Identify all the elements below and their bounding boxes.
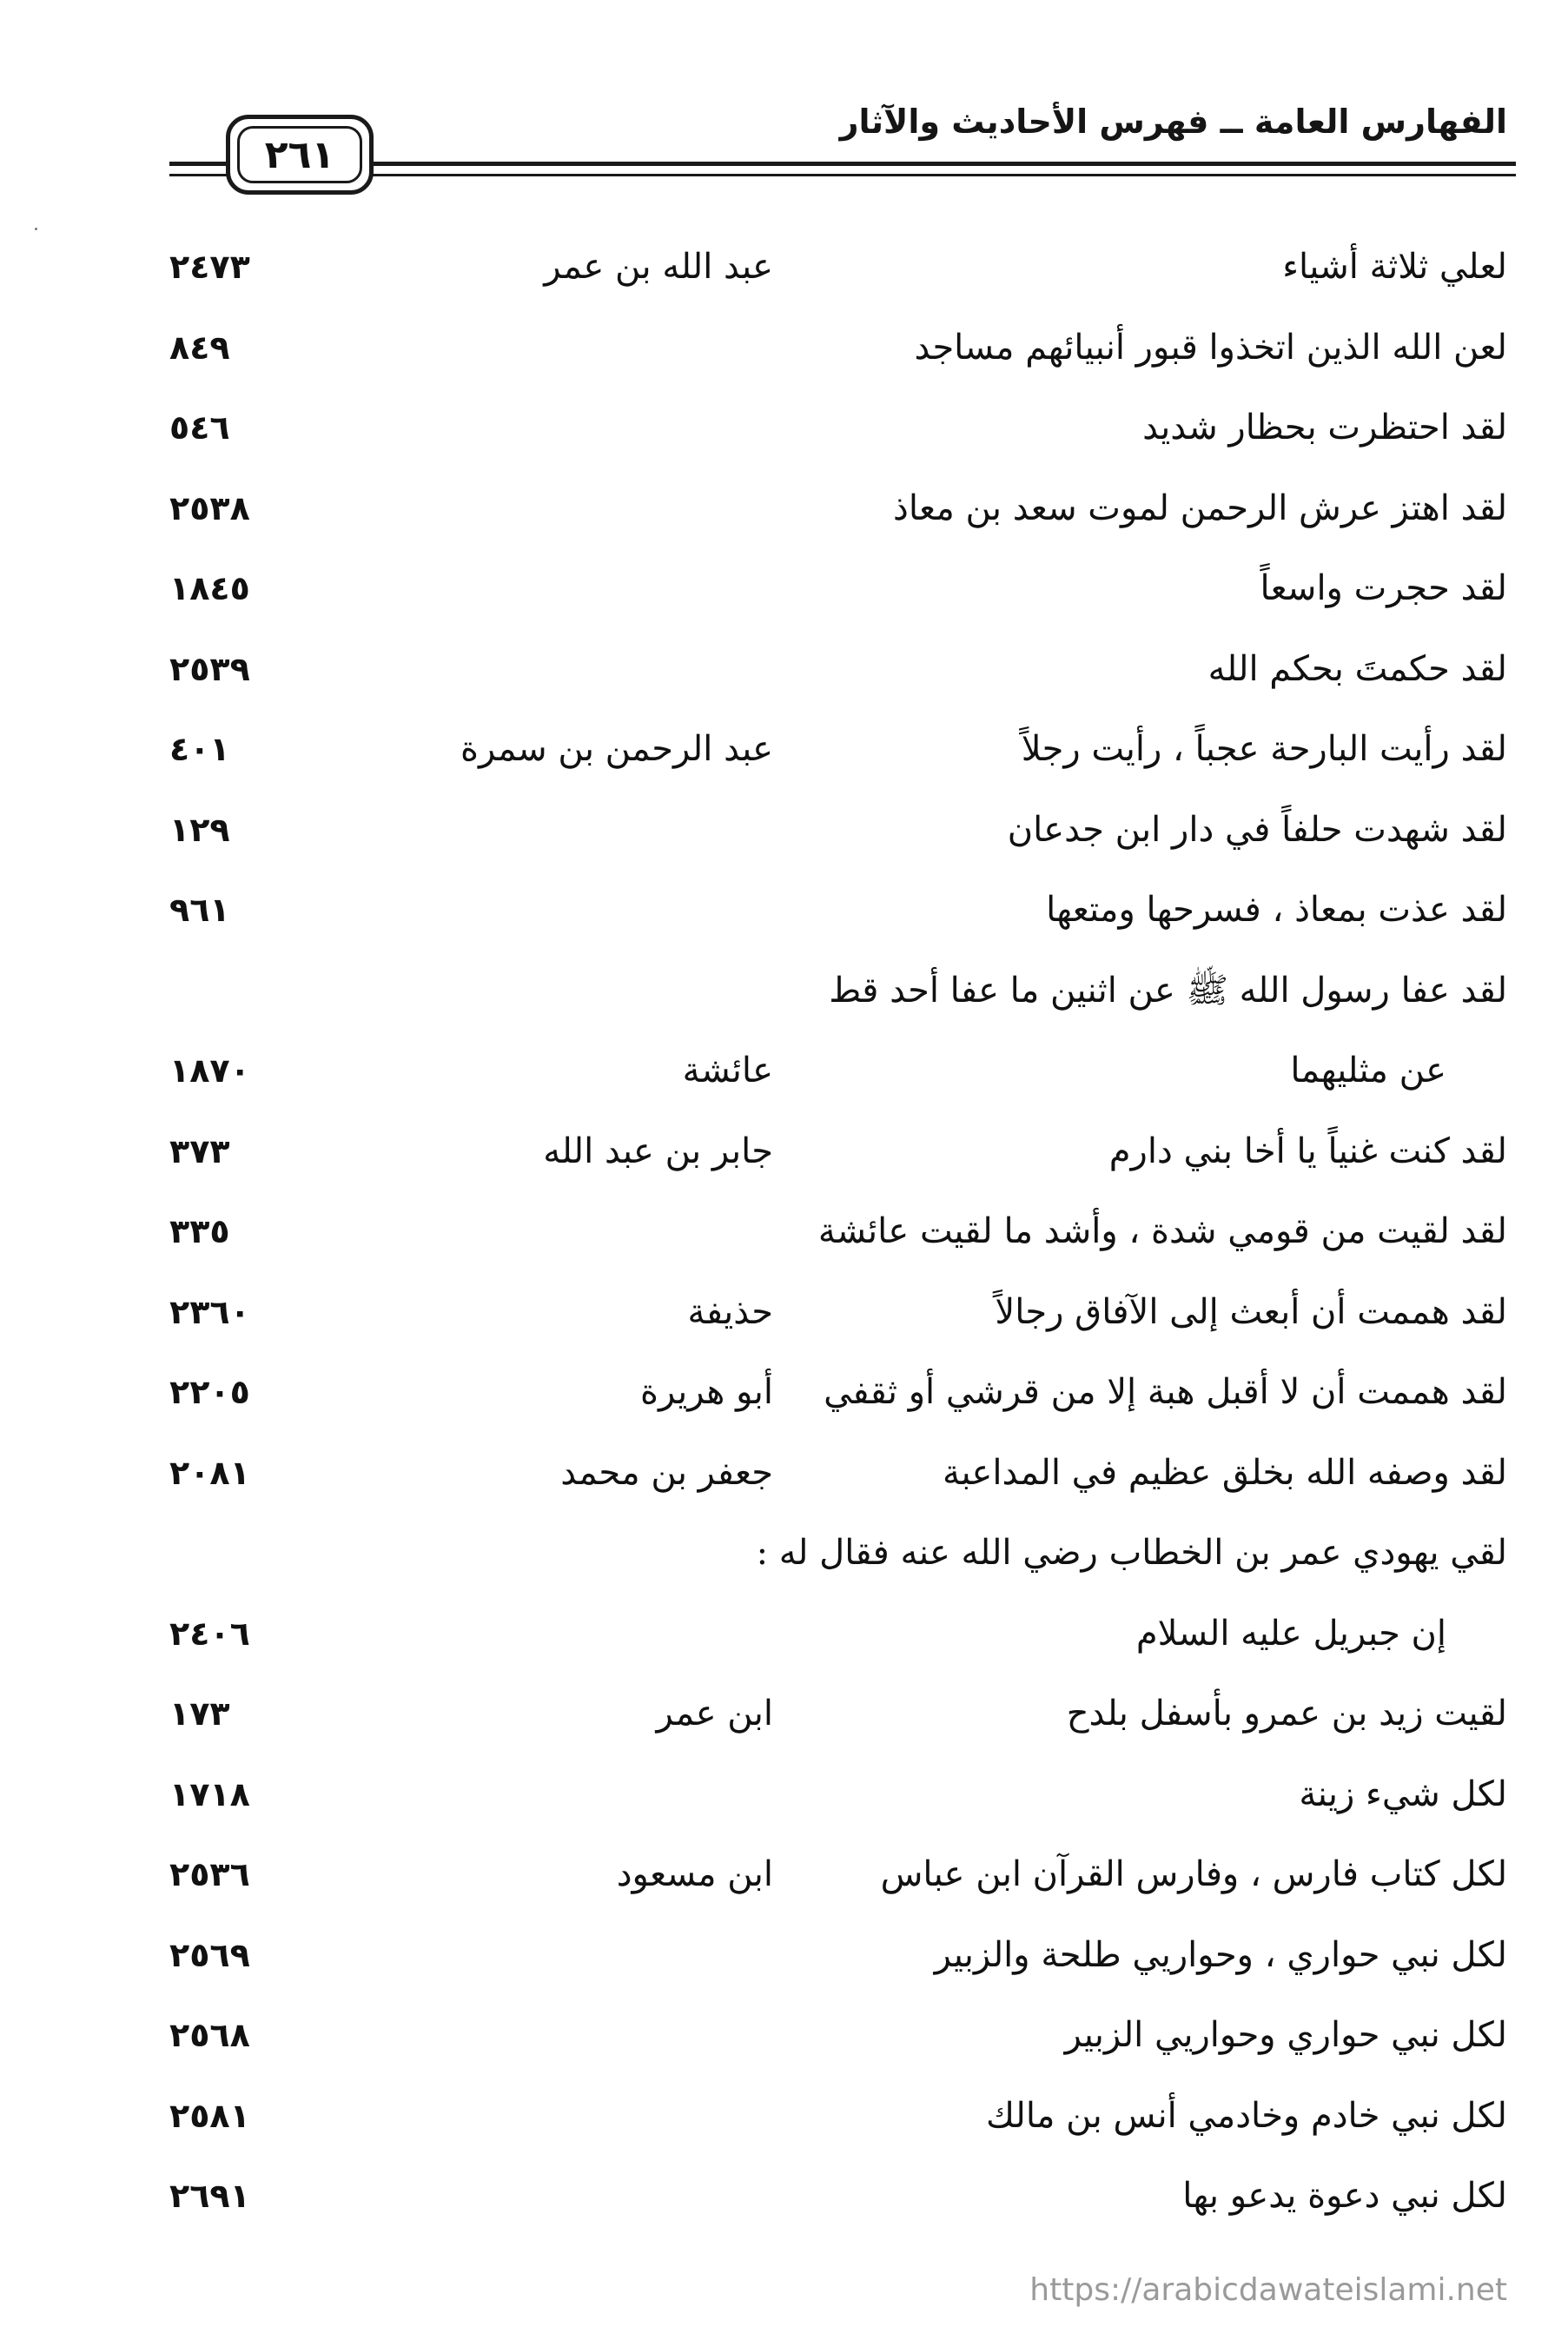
- index-entry-row: [0, 1603, 1568, 1664]
- entry-number: ١٢٩: [169, 811, 230, 849]
- scan-speck: [35, 228, 37, 230]
- entry-number: ٢٤٧٣: [169, 248, 250, 286]
- running-header-title: الفهارس العامة ــ فهرس الأحاديث والآثار: [839, 103, 1507, 141]
- index-entry-row: [0, 1362, 1568, 1422]
- entry-text: لكل نبي دعوة يدعو بها: [1182, 2176, 1507, 2216]
- index-entry-row: [0, 1201, 1568, 1262]
- entry-narrator: عبد الله بن عمر: [544, 247, 773, 287]
- entry-number: ٢٥٣٦: [169, 1855, 250, 1893]
- entry-number: ٩٦١: [169, 891, 230, 929]
- entry-narrator: جعفر بن محمد: [560, 1453, 773, 1493]
- index-entry-row: [0, 1282, 1568, 1342]
- entry-text: لقد رأيت البارحة عجباً ، رأيت رجلاً: [1021, 729, 1507, 769]
- index-entry-row: [0, 719, 1568, 779]
- entry-text: لقد حكمتَ بحكم الله: [1207, 649, 1507, 689]
- entry-number: ١٧١٨: [169, 1775, 250, 1813]
- entry-number: ٢٦٩١: [169, 2177, 250, 2215]
- watermark: https://arabicdawateislami.net: [1029, 2272, 1507, 2308]
- entry-number: ٢٣٦٠: [169, 1293, 250, 1331]
- entry-text: إن جبريل عليه السلام: [1135, 1614, 1446, 1654]
- entry-number: ٢٠٨١: [169, 1454, 250, 1492]
- entry-text: لكل شيء زينة: [1299, 1774, 1507, 1814]
- entry-text: عن مثليهما: [1290, 1051, 1446, 1091]
- index-entry-row: [0, 879, 1568, 940]
- entry-text: لقد هممت أن أبعث إلى الآفاق رجالاً: [995, 1292, 1507, 1332]
- entry-text: لقد شهدت حلفاً في دار ابن جدعان: [1007, 810, 1507, 850]
- entry-text: لعلي ثلاثة أشياء: [1282, 247, 1507, 287]
- entry-narrator: ابن عمر: [656, 1694, 773, 1734]
- entry-narrator: عائشة: [682, 1051, 773, 1091]
- index-entry-row: [0, 799, 1568, 860]
- entry-text: لقد هممت أن لا أقبل هبة إلا من قرشي أو ثقفي: [824, 1372, 1507, 1412]
- entry-text: لكل نبي حواري ، وحواريي طلحة والزبير: [934, 1935, 1507, 1975]
- entry-text: لكل نبي حواري وحواريي الزبير: [1064, 2015, 1507, 2055]
- entry-number: ٢٥٣٨: [169, 489, 250, 527]
- entry-number: ٢٥٨١: [169, 2097, 250, 2135]
- entry-number: ٢٥٦٨: [169, 2016, 250, 2054]
- entry-text: لعن الله الذين اتخذوا قبور أنبيائهم مساجد: [914, 328, 1507, 368]
- entry-number: ٢٢٠٥: [169, 1373, 250, 1411]
- entry-text: لقد كنت غنياً يا أخا بني دارم: [1108, 1131, 1507, 1171]
- entry-text: لقي يهودي عمر بن الخطاب رضي الله عنه فقال له :: [756, 1533, 1507, 1573]
- index-entry-row: [0, 1764, 1568, 1825]
- entry-text: لقد لقيت من قومي شدة ، وأشد ما لقيت عائشة: [817, 1211, 1507, 1251]
- index-entry-row: [0, 1683, 1568, 1744]
- entry-text: لكل كتاب فارس ، وفارس القرآن ابن عباس: [880, 1854, 1507, 1894]
- index-entry-row: [0, 478, 1568, 539]
- entry-narrator: عبد الرحمن بن سمرة: [460, 729, 773, 769]
- entry-text: لقد وصفه الله بخلق عظيم في المداعبة: [943, 1453, 1507, 1493]
- index-entry-row: [0, 558, 1568, 619]
- entry-number: ٤٠١: [169, 730, 230, 768]
- entry-number: ٣٧٣: [169, 1132, 230, 1170]
- index-entry-row: [0, 397, 1568, 458]
- index-entry-row: [0, 1925, 1568, 1986]
- entry-text: لقيت زيد بن عمرو بأسفل بلدح: [1066, 1694, 1507, 1734]
- entry-narrator: ابن مسعود: [616, 1854, 773, 1894]
- index-entry-row: [0, 1121, 1568, 1182]
- index-entry-row: [0, 639, 1568, 699]
- entry-number: ١٨٧٠: [169, 1051, 250, 1090]
- page-number-frame: [226, 115, 374, 195]
- entry-text: لقد عذت بمعاذ ، فسرحها ومتعها: [1046, 890, 1507, 930]
- entry-text: لقد احتظرت بحظار شديد: [1142, 408, 1507, 448]
- entry-narrator: أبو هريرة: [640, 1372, 773, 1412]
- entry-number: ٣٣٥: [169, 1212, 230, 1250]
- entry-number: ٨٤٩: [169, 328, 230, 367]
- entry-text: لقد اهتز عرش الرحمن لموت سعد بن معاذ: [893, 488, 1507, 528]
- index-entry-row: [0, 2165, 1568, 2226]
- index-entry-row: [0, 317, 1568, 378]
- entry-number: ١٧٣: [169, 1694, 230, 1733]
- index-entry-row: [0, 1040, 1568, 1101]
- entry-narrator: حذيفة: [687, 1292, 773, 1332]
- index-entry-row: [0, 1522, 1568, 1583]
- entry-number: ٢٤٠٦: [169, 1614, 250, 1653]
- index-entry-row: [0, 236, 1568, 297]
- index-entry-row: [0, 1844, 1568, 1905]
- entry-text: لقد حجرت واسعاً: [1260, 568, 1507, 608]
- entry-number: ٢٥٣٩: [169, 650, 250, 688]
- entry-narrator: جابر بن عبد الله: [543, 1131, 773, 1171]
- index-entry-row: [0, 960, 1568, 1021]
- page-number: ٢٦١: [237, 126, 362, 183]
- entry-number: ١٨٤٥: [169, 569, 250, 607]
- entry-text: لقد عفا رسول الله ﷺ عن اثنين ما عفا أحد قط: [829, 971, 1507, 1011]
- entry-number: ٢٥٦٩: [169, 1936, 250, 1974]
- index-entry-row: [0, 2085, 1568, 2146]
- entry-number: ٥٤٦: [169, 408, 230, 447]
- index-entry-row: [0, 1442, 1568, 1503]
- entry-text: لكل نبي خادم وخادمي أنس بن مالك: [985, 2096, 1507, 2136]
- index-entry-row: [0, 2005, 1568, 2065]
